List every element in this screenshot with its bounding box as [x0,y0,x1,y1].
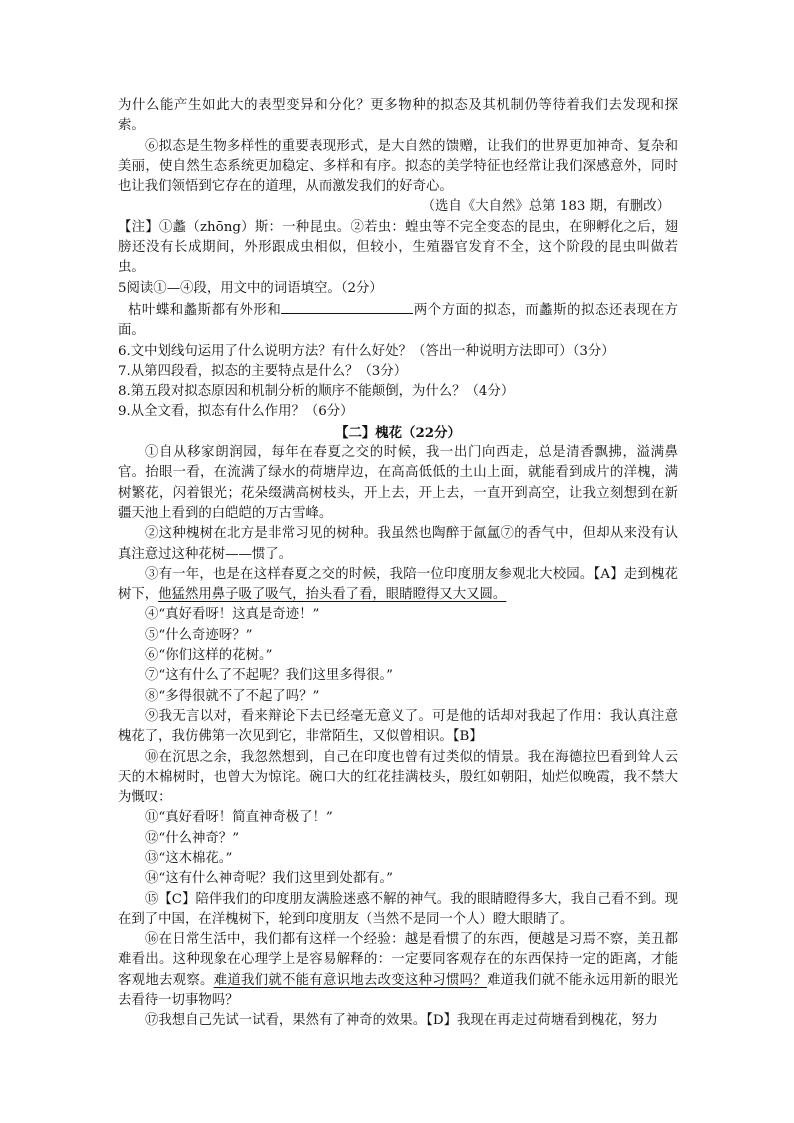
source-citation: （选自《大自然》总第 183 期，有删改） [421,199,670,215]
dialogue-line: ⑬“这木棉花。” [145,850,233,866]
dialogue-line: ④“真好看呀！这真是奇迹！” [145,607,320,623]
paragraph-16-text: ⑯在日常生活中，我们都有这样一个经验：越是看惯了的东西，便越是习焉不察，美丑都难看出。这种现象在心理学上是容易解释的：一定要同客观存在的东西保持一定的距离，才能客观地去观察。 [118,932,678,988]
fill-text-before: 枯叶蝶和蠡斯都有外形和 [128,302,282,318]
paragraph-3 [118,565,678,606]
underlined-sentence: 难道我们就不能有意识地去改变这种习惯吗？ [213,972,487,988]
paragraph-intro-end: 为什么能产生如此大的表型变异和分化？更多物种的拟态及其机制仍等待着我们去发现和探索。 [118,98,678,134]
paragraph-3-text: ③有一年，也是在这样春夏之交的时候，我陪一位印度朋友参观北大校园。【A】走到槐花树下， [118,566,678,603]
question-8: 8.第五段对拟态原因和机制分析的顺序不能颠倒，为什么？（4分） [118,384,515,400]
dialogue-line: ⑫“什么神奇？” [145,830,240,846]
dialogue-line: ⑭“这有什么神奇呢？我们这里到处都有。” [145,871,394,887]
question-6: 6.文中划线句运用了什么说明方法？有什么好处？（答出一种说明方法即可）（3分） [118,343,615,359]
paragraph-6: ⑥拟态是生物多样性的重要表现形式，是大自然的馈赠，让我们的世界更加神奇、复杂和美丽，使自然生态系统更加稳定、多样和有序。拟态的美学特征也经常让我们深感意外，同时也让我们领悟到它存在的道理，从而激发我们的好奇心。 [118,138,678,195]
dialogue-line: ⑥“你们这样的花树。” [145,648,273,664]
section-title: 【二】槐花（22分） [335,424,461,441]
dialogue-line: ⑧“多得很就不了不起了吗？” [145,688,320,704]
fill-text-after: 两个方面的拟态，而蠡斯的拟态还表现在方面。 [118,302,679,339]
paragraph-16 [118,930,678,1011]
dialogue-line: ⑦“这有什么了不起呢？我们这里多得很。” [145,668,394,684]
answer-blank[interactable] [281,299,413,314]
paragraph-15: ⑮【C】陪伴我们的印度朋友满脸迷惑不解的神气。我的眼睛瞪得多大，我自己看不到。现在到了中国，在洋槐树下，轮到印度朋友（当然不是同一个人）瞪大眼睛了。 [118,891,678,927]
document-page [118,96,678,1032]
question-5: 5阅读①—④段，用文中的词语填空。（2分） [118,280,383,296]
dialogue-line: ⑪“真好看呀！简直神奇极了！” [145,810,333,826]
paragraph-17: ⑰我想自己先试一试看，果然有了神奇的效果。【D】我现在再走过荷塘看到槐花，努力 [145,1013,658,1029]
paragraph-9: ⑨我无言以对，看来辩论下去已经毫无意义了。可是他的话却对我起了作用：我认真注意槐花了，我仿佛第一次见到它，非常陌生，又似曾相识。【B】 [118,708,678,745]
question-9: 9.从全文看，拟态有什么作用？（6分） [118,404,354,420]
question-5-fill [118,299,678,342]
dialogue-line: ⑤“什么奇迹呀？” [145,627,253,643]
paragraph-10: ⑩在沉思之余，我忽然想到，自己在印度也曾有过类似的情景。我在海德拉巴看到耸人云天的木棉树时，也曾大为惊诧。碗口大的红花挂满枝头，殷红如朝阳，灿烂似晚霞，我不禁大为慨叹： [118,749,678,806]
paragraph-1: ①自从移家朗润园，每年在春夏之交的时候，我一出门向西走，总是清香飘拂，溢满鼻官。抬眼一看，在流满了绿水的荷塘岸边，在高高低低的土山上面，就能看到成片的洋槐，满树繁花，闪着银光；花朵缀满高树枝头，开上去，开上去，一直开到高空，让我立刻想到在新疆天池上看到的白皑皑的万古雪峰。 [118,445,678,521]
annotation-note: 【注】①蠡（zhōng）斯：一种昆虫。②若虫：蝗虫等不完全变态的昆虫，在卵孵化之后，翅膀还没有长成期间，外形跟成虫相似，但较小，生殖器官发育不全，这个阶段的昆虫叫做若虫。 [118,219,678,276]
underlined-sentence: 他猛然用鼻子吸了吸气，抬头看了看，眼睛瞪得又大又圆。 [158,587,507,603]
question-7: 7.从第四段看，拟态的主要特点是什么？（3分） [118,363,408,379]
paragraph-2: ②这种槐树在北方是非常习见的树种。我虽然也陶醉于氤氲⑦的香气中，但却从来没有认真注意过这种花树——惯了。 [118,526,678,562]
paragraph-16-end: 难道我们就不能永远用新的眼光去看待一切事物吗？ [118,972,679,1009]
